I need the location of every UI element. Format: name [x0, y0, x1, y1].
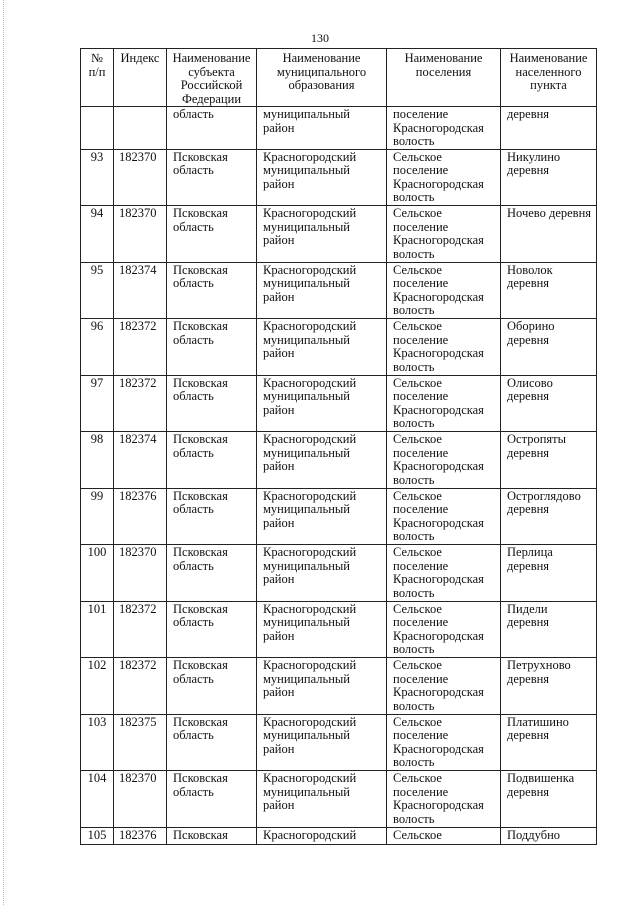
cell-text-line: область [173, 107, 214, 121]
cell-text-line: волость [393, 359, 435, 374]
col-header-settlement [387, 49, 501, 107]
cell-locality [501, 262, 597, 319]
cell-text-line: Псковская [173, 319, 228, 333]
cell-index: 182376 [114, 488, 167, 545]
table-row [81, 107, 597, 150]
cell-locality [501, 206, 597, 263]
cell-index: 182370 [114, 149, 167, 206]
cell-text-line: район [263, 402, 295, 417]
cell-text-line: Подвишенка [507, 771, 575, 785]
col-header-municipality [257, 49, 387, 107]
cell-municipality [257, 488, 387, 545]
cell-municipality [257, 319, 387, 376]
header-text-line: Наименование [172, 51, 251, 65]
header-text-line: Наименование [404, 51, 483, 65]
cell-index: 182376 [114, 827, 167, 844]
cell-text-line: Красногородская [393, 572, 484, 586]
cell-text-line: Сельское [393, 545, 442, 559]
cell-municipality [257, 432, 387, 489]
cell-text-line: поселение [393, 276, 449, 290]
cell-text-line: район [263, 572, 295, 586]
table-row [81, 658, 597, 715]
cell-text-line: Сельское [393, 375, 442, 390]
header-text-line: Наименование [282, 51, 361, 65]
cell-text-line: муниципальный [263, 163, 350, 177]
cell-number: 102 [81, 658, 114, 715]
cell-locality [501, 827, 597, 844]
cell-municipality [257, 107, 387, 150]
cell-municipality [257, 149, 387, 206]
cell-text-line: район [263, 346, 295, 360]
cell-text-line: поселение [393, 107, 449, 121]
cell-text-line: Сельское [393, 827, 442, 842]
cell-text-line: волость [393, 134, 435, 148]
cell-settlement [387, 771, 501, 828]
cell-text-line: Красногородская [393, 515, 484, 530]
cell-text-line: Сельское [393, 319, 442, 333]
cell-settlement [387, 601, 501, 658]
cell-municipality [257, 206, 387, 263]
cell-text-line: муниципальный [263, 728, 350, 742]
cell-text-line: муниципальный [263, 558, 350, 573]
cell-text-line: область [173, 784, 214, 799]
col-header-subject [167, 49, 257, 107]
cell-text-line: Красногородский [263, 771, 357, 785]
cell-text-line: волость [393, 529, 435, 543]
cell-index: 182370 [114, 545, 167, 602]
cell-text-line: Красногородская [393, 346, 484, 360]
cell-text-line: поселение [393, 671, 449, 686]
cell-settlement [387, 827, 501, 844]
cell-text-line: Красногородская [393, 402, 484, 417]
cell-text-line: Красногородский [263, 375, 357, 390]
table-row [81, 149, 597, 206]
cell-text-line: деревня [507, 728, 550, 742]
cell-text-line: Красногородский [263, 149, 357, 164]
cell-number [81, 107, 114, 150]
cell-text-line: район [263, 459, 295, 473]
cell-text-line: Перлица деревня [507, 545, 553, 573]
cell-settlement [387, 107, 501, 150]
cell-text-line: поселение [393, 784, 449, 799]
header-text-line: п/п [88, 64, 106, 79]
cell-text-line: Красногородская [393, 289, 484, 304]
cell-settlement [387, 375, 501, 432]
col-header-number [81, 49, 114, 107]
cell-text-line: деревня [507, 784, 550, 799]
cell-text-line: поселение [393, 445, 449, 460]
cell-locality [501, 107, 597, 150]
table-body [81, 107, 597, 845]
table-row [81, 375, 597, 432]
cell-text-line: Псковская [173, 375, 228, 390]
cell-text-line: Красногородский [263, 488, 357, 503]
cell-text-line: поселение [393, 163, 449, 177]
cell-text-line: Сельское [393, 149, 442, 164]
cell-text-line: поселение [393, 728, 449, 742]
cell-text-line: Никулино [507, 149, 561, 164]
header-row [81, 49, 597, 107]
cell-number: 97 [81, 375, 114, 432]
cell-locality [501, 601, 597, 658]
cell-text-line: Петрухново [507, 658, 571, 672]
cell-text-line: Сельское [393, 432, 442, 446]
cell-municipality [257, 827, 387, 844]
cell-text-line: Сельское [393, 488, 442, 503]
cell-text-line: муниципальный [263, 276, 350, 290]
cell-index: 182370 [114, 771, 167, 828]
cell-settlement [387, 432, 501, 489]
cell-subject [167, 432, 257, 489]
cell-index: 182375 [114, 714, 167, 771]
cell-index: 182374 [114, 262, 167, 319]
cell-text-line: муниципальный [263, 332, 350, 347]
cell-text-line: Красногородская [393, 798, 484, 812]
cell-text-line: Сельское [393, 601, 442, 616]
cell-text-line: Красногородский [263, 714, 357, 729]
cell-text-line: Сельское [393, 262, 442, 277]
cell-settlement [387, 319, 501, 376]
cell-number: 96 [81, 319, 114, 376]
cell-text-line: волость [393, 472, 435, 487]
cell-text-line: Красногородский [263, 319, 357, 333]
table-row [81, 206, 597, 263]
cell-text-line: поселение [393, 389, 449, 403]
cell-number: 104 [81, 771, 114, 828]
cell-index: 182372 [114, 601, 167, 658]
cell-text-line: Ночево деревня [507, 206, 592, 220]
cell-text-line: муниципальный [263, 107, 350, 121]
cell-settlement [387, 658, 501, 715]
cell-settlement [387, 206, 501, 263]
cell-text-line: Красногородский [263, 206, 357, 220]
cell-index: 182372 [114, 375, 167, 432]
cell-text-line: Красногородская [393, 176, 484, 191]
cell-text-line: район [263, 741, 295, 756]
cell-index: 182374 [114, 432, 167, 489]
cell-text-line: область [173, 502, 214, 516]
cell-text-line: Красногородская [393, 120, 484, 135]
cell-locality [501, 714, 597, 771]
table-row [81, 488, 597, 545]
cell-text-line: район [263, 798, 295, 812]
cell-text-line: волость [393, 811, 435, 826]
cell-text-line: область [173, 671, 214, 686]
scan-edge-line [3, 0, 5, 905]
cell-text-line: Псковская [173, 432, 228, 446]
cell-subject [167, 319, 257, 376]
cell-text-line: волость [393, 246, 435, 261]
cell-number: 99 [81, 488, 114, 545]
header-text-line: Федерации [181, 91, 242, 106]
cell-settlement [387, 545, 501, 602]
cell-text-line: Пидели деревня [507, 601, 550, 629]
col-header-locality [501, 49, 597, 107]
cell-text-line: волость [393, 698, 435, 713]
cell-subject [167, 545, 257, 602]
table-row [81, 601, 597, 658]
cell-number: 93 [81, 149, 114, 206]
cell-text-line: район [263, 120, 295, 135]
cell-settlement [387, 488, 501, 545]
cell-text-line: область [173, 389, 214, 403]
cell-subject [167, 262, 257, 319]
cell-text-line: Сельское [393, 658, 442, 672]
cell-locality [501, 771, 597, 828]
cell-number: 100 [81, 545, 114, 602]
header-text-line: № [91, 51, 103, 65]
table-row [81, 714, 597, 771]
cell-text-line: муниципальный [263, 671, 350, 686]
cell-subject [167, 107, 257, 150]
cell-index: 182372 [114, 319, 167, 376]
cell-locality [501, 658, 597, 715]
cell-text-line: деревня [507, 502, 550, 516]
cell-text-line: волость [393, 416, 435, 430]
cell-text-line: область [173, 276, 214, 290]
cell-number: 95 [81, 262, 114, 319]
cell-text-line: область [173, 445, 214, 460]
header-text-line: образования [288, 78, 355, 92]
cell-municipality [257, 375, 387, 432]
cell-text-line: волость [393, 642, 435, 656]
cell-municipality [257, 545, 387, 602]
cell-locality [501, 319, 597, 376]
cell-index: 182372 [114, 658, 167, 715]
cell-settlement [387, 714, 501, 771]
cell-text-line: Красногородская [393, 741, 484, 756]
cell-text-line: волость [393, 190, 435, 204]
cell-locality [501, 375, 597, 432]
cell-subject [167, 827, 257, 844]
cell-text-line: муниципальный [263, 219, 350, 234]
cell-text-line: Олисово деревня [507, 375, 553, 403]
cell-municipality [257, 771, 387, 828]
cell-municipality [257, 262, 387, 319]
cell-settlement [387, 149, 501, 206]
cell-text-line: Красногородский [263, 601, 357, 616]
cell-text-line: Псковская [173, 601, 228, 616]
cell-text-line: район [263, 176, 295, 191]
table-row [81, 771, 597, 828]
cell-text-line: область [173, 332, 214, 347]
cell-index: 182370 [114, 206, 167, 263]
page-number: 130 [311, 31, 329, 45]
cell-text-line: Сельское [393, 714, 442, 729]
cell-locality [501, 545, 597, 602]
cell-text-line: Красногородская [393, 685, 484, 699]
header-text-line: Наименование [509, 51, 588, 65]
cell-text-line: Красногородский [263, 432, 357, 446]
cell-text-line: Сельское [393, 206, 442, 220]
cell-text-line: район [263, 289, 295, 304]
cell-number: 94 [81, 206, 114, 263]
cell-text-line: поселение [393, 219, 449, 234]
header-text-line: Российской [180, 78, 243, 92]
cell-text-line: область [173, 558, 214, 573]
cell-locality [501, 488, 597, 545]
cell-locality [501, 149, 597, 206]
table-header [81, 49, 597, 107]
cell-subject [167, 601, 257, 658]
cell-subject [167, 488, 257, 545]
cell-text-line: волость [393, 303, 435, 317]
cell-number: 105 [81, 827, 114, 844]
cell-settlement [387, 262, 501, 319]
cell-text-line: волость [393, 755, 435, 769]
cell-text-line: волость [393, 585, 435, 600]
cell-text-line: область [173, 219, 214, 234]
localities-table [80, 48, 597, 845]
cell-number: 103 [81, 714, 114, 771]
cell-text-line: муниципальный [263, 502, 350, 516]
cell-text-line: поселение [393, 502, 449, 516]
cell-text-line: Красногородская [393, 628, 484, 643]
cell-text-line: Красногородский [263, 262, 357, 277]
cell-text-line: деревня [507, 107, 550, 121]
col-header-index [114, 49, 167, 107]
cell-text-line: Псковская [173, 262, 228, 277]
cell-text-line: Сельское [393, 771, 442, 785]
cell-text-line: район [263, 515, 295, 530]
header-text-line: субъекта [188, 64, 235, 79]
header-text-line: муниципального [276, 64, 367, 79]
table-row [81, 432, 597, 489]
cell-text-line: поселение [393, 615, 449, 629]
cell-subject [167, 149, 257, 206]
cell-text-line: Оборино деревня [507, 319, 555, 347]
cell-text-line: район [263, 233, 295, 247]
cell-text-line: Поддубно [507, 827, 561, 842]
cell-text-line: Остроглядово [507, 488, 581, 503]
cell-text-line: деревня [507, 445, 550, 460]
cell-text-line: муниципальный [263, 445, 350, 460]
table-row [81, 827, 597, 844]
cell-subject [167, 714, 257, 771]
cell-municipality [257, 714, 387, 771]
cell-text-line: Псковская [173, 658, 228, 672]
cell-text-line: деревня [507, 163, 550, 177]
cell-municipality [257, 601, 387, 658]
cell-text-line: район [263, 685, 295, 699]
cell-text-line: область [173, 728, 214, 742]
cell-text-line: муниципальный [263, 784, 350, 799]
cell-text-line: Псковская [173, 771, 228, 785]
cell-text-line: деревня [507, 671, 550, 686]
cell-index [114, 107, 167, 150]
cell-text-line: район [263, 628, 295, 643]
cell-text-line: муниципальный [263, 615, 350, 629]
cell-subject [167, 658, 257, 715]
header-text-line: пункта [530, 78, 567, 92]
cell-text-line: Красногородский [263, 545, 357, 559]
cell-subject [167, 206, 257, 263]
header-text-line: населенного [515, 64, 582, 79]
cell-text-line: Псковская [173, 827, 228, 842]
cell-text-line: Красногородский [263, 658, 357, 672]
cell-text-line: область [173, 163, 214, 177]
cell-text-line: Платишино [507, 714, 569, 729]
cell-number: 98 [81, 432, 114, 489]
table-row [81, 545, 597, 602]
table-row [81, 319, 597, 376]
cell-text-line: область [173, 615, 214, 629]
cell-locality [501, 432, 597, 489]
cell-text-line: Псковская [173, 149, 228, 164]
cell-text-line: Псковская [173, 206, 228, 220]
cell-text-line: Псковская [173, 488, 228, 503]
cell-text-line: Остропяты [507, 432, 566, 446]
cell-text-line: Псковская [173, 545, 228, 559]
cell-text-line: поселение [393, 558, 449, 573]
header-text-line: поселения [415, 64, 472, 79]
cell-text-line: поселение [393, 332, 449, 347]
cell-number: 101 [81, 601, 114, 658]
table-row [81, 262, 597, 319]
header-text-line: Индекс [120, 51, 160, 65]
cell-text-line: муниципальный [263, 389, 350, 403]
cell-text-line: Новолок деревня [507, 262, 553, 290]
cell-text-line: Красногородская [393, 233, 484, 247]
cell-text-line: Псковская [173, 714, 228, 729]
cell-municipality [257, 658, 387, 715]
cell-subject [167, 375, 257, 432]
cell-subject [167, 771, 257, 828]
cell-text-line: Красногородский [263, 827, 357, 842]
cell-text-line: Красногородская [393, 459, 484, 473]
